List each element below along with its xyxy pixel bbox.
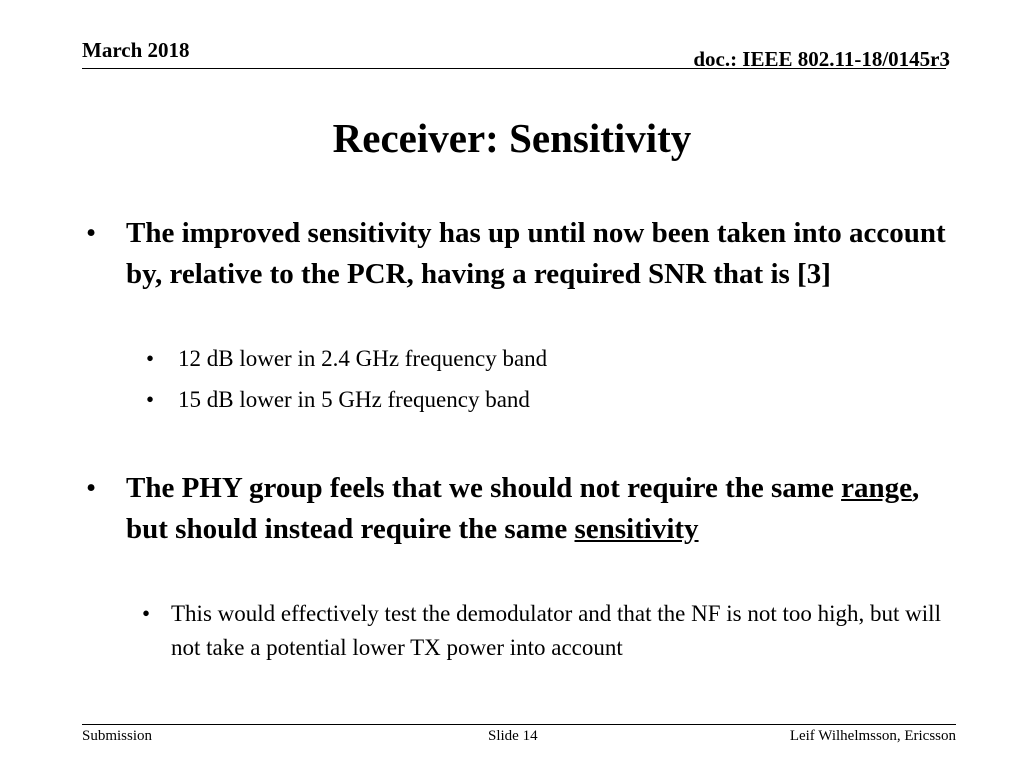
bullet-2-text-start: The PHY group feels that we should not require the same <box>126 472 842 504</box>
sub-bullet-1-1-marker: • <box>146 346 155 371</box>
sub-bullet-1-1-text: 12 dB lower in 2.4 GHz frequency band <box>178 346 548 371</box>
bullet-1-text: The improved sensitivity has up until now been taken into account by, relative to the PCR, having a required SNR that is [3] <box>126 217 946 290</box>
sub-bullet-2-1 <box>142 597 961 665</box>
slide-title: Receiver: Sensitivity <box>332 115 692 161</box>
sub-bullet-1-2-marker: • <box>146 387 155 412</box>
sub-bullet-1-2-text: 15 dB lower in 5 GHz frequency band <box>178 387 530 412</box>
sub-bullet-2-1-text: This would effectively test the demodulator and that the NF is not too high, but will not take a potential lower TX power into account <box>171 601 941 660</box>
footer-submission: Submission <box>82 728 153 744</box>
bullet-1 <box>86 213 956 295</box>
bullet-2 <box>86 468 956 550</box>
sub-bullet-1-1 <box>146 342 548 376</box>
footer-author: Leif Wilhelmsson, Ericsson <box>789 728 956 744</box>
footer-divider <box>82 724 956 725</box>
bullet-2-text-middle: , but should instead require the same <box>126 472 920 545</box>
bullet-1-marker: • <box>86 217 97 249</box>
underlined-word-range: range <box>841 472 912 504</box>
sub-bullet-2-1-marker: • <box>142 601 151 626</box>
sub-bullet-1-2 <box>146 383 530 417</box>
header-divider <box>82 68 946 69</box>
header-doc-id: doc.: IEEE 802.11-18/0145r3 <box>693 47 950 71</box>
header-date: March 2018 <box>82 38 190 62</box>
underlined-word-sensitivity: sensitivity <box>574 513 699 545</box>
footer-slide-number: Slide 14 <box>488 728 538 744</box>
bullet-2-marker: • <box>86 472 97 504</box>
